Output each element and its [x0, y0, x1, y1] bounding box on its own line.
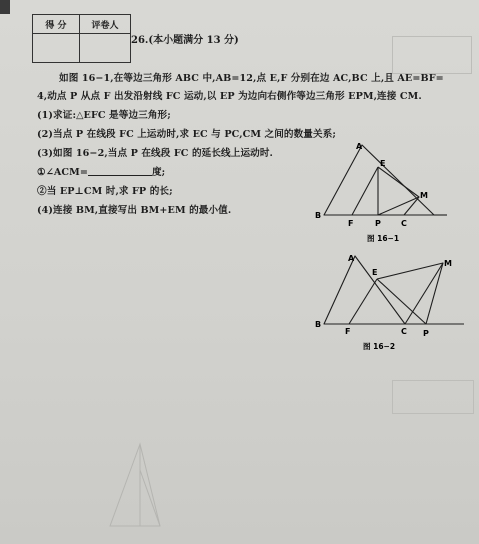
score-table	[32, 14, 131, 63]
answer-blank[interactable]	[88, 165, 152, 176]
label-e: E	[372, 268, 378, 277]
grader-header: 评卷人	[80, 15, 131, 34]
figure-16-2	[312, 250, 477, 352]
question-title: 26.(本小题满分 13 分)	[131, 35, 239, 46]
problem-line-1: 如图 16−1,在等边三角形 ABC 中,AB=12,点 E,F 分别在边 AC,BC 上,且 AE=BF=	[59, 73, 444, 84]
segment-fe	[349, 279, 377, 324]
problem-line-2: 4,动点 P 从点 F 出发沿射线 FC 运动,以 EP 为边向右侧作等边三角形 EPM,连接 CM.	[37, 91, 422, 102]
corner-mark	[0, 0, 10, 14]
figure-16-2-caption: 图 16−2	[363, 342, 396, 351]
label-f: F	[348, 219, 354, 228]
part-3: (3)如图 16−2,当点 P 在线段 FC 的延长线上运动时.	[37, 148, 273, 159]
score-cell	[33, 34, 80, 63]
bleed-through-box	[392, 36, 472, 74]
label-f: F	[345, 327, 351, 336]
triangle-abc	[324, 256, 405, 324]
bleed-through-figure	[90, 440, 180, 540]
segment-fe	[352, 167, 378, 215]
triangle-abc	[324, 145, 434, 215]
label-p: P	[375, 219, 381, 228]
figure-16-1	[312, 138, 477, 250]
label-b: B	[315, 211, 322, 220]
label-a: A	[348, 254, 355, 263]
part-2: (2)当点 P 在线段 FC 上运动时,求 EC 与 PC,CM 之间的数量关系;	[37, 129, 337, 140]
part-3-subquestion-1	[37, 164, 165, 178]
score-header: 得 分	[33, 15, 80, 34]
part-3a-suffix: 度;	[151, 167, 166, 178]
part-3a-prefix: ①∠ACM=	[37, 167, 88, 178]
segment-cm	[405, 263, 443, 324]
label-m: M	[420, 191, 428, 200]
part-3-subquestion-2: ②当 EP⊥CM 时,求 FP 的长;	[37, 186, 173, 197]
label-p: P	[423, 329, 429, 338]
label-c: C	[401, 219, 407, 228]
label-m: M	[444, 259, 452, 268]
grader-cell	[80, 34, 131, 63]
figure-16-1-caption: 图 16−1	[367, 234, 400, 243]
part-4: (4)连接 BM,直接写出 BM+EM 的最小值.	[37, 205, 232, 216]
triangle-epm	[377, 263, 443, 324]
label-c: C	[401, 327, 407, 336]
label-e: E	[380, 159, 386, 168]
label-b: B	[315, 320, 322, 329]
bleed-through-box	[392, 380, 474, 414]
triangle-epm	[378, 167, 419, 215]
label-a: A	[356, 142, 363, 151]
part-1: (1)求证:△EFC 是等边三角形;	[37, 110, 171, 121]
